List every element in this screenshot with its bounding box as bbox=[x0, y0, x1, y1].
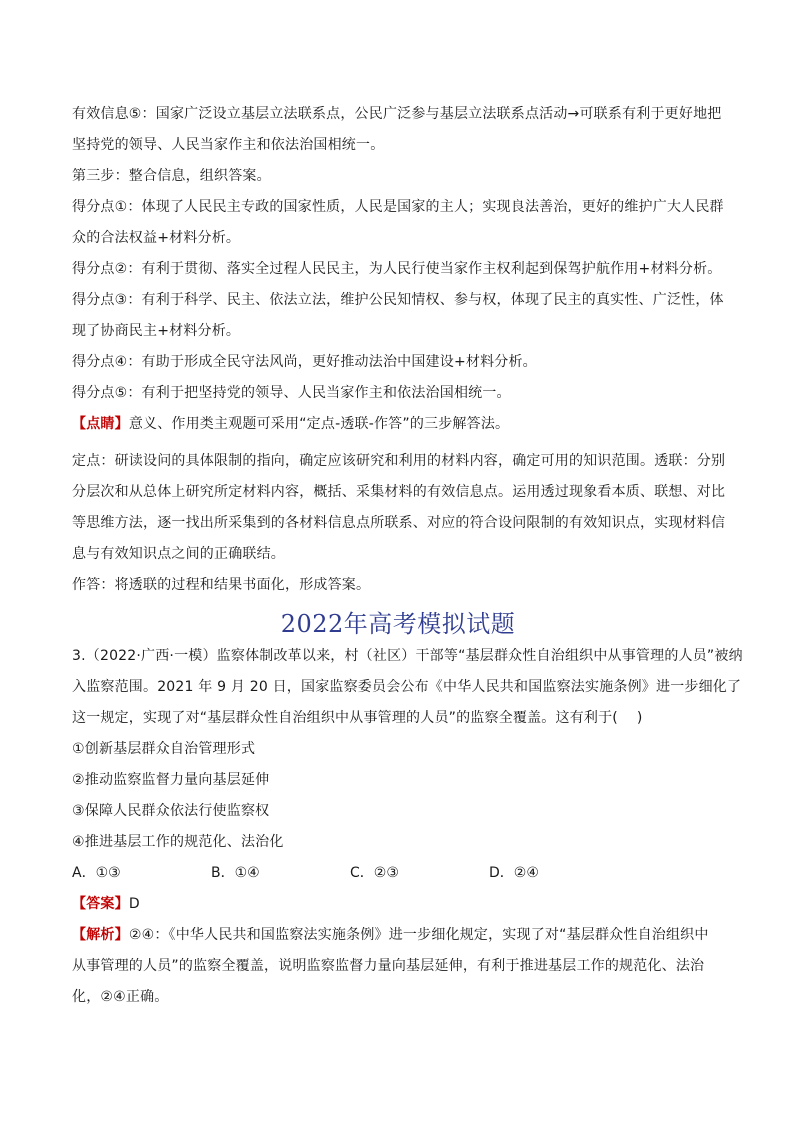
option-d: D．②④ bbox=[489, 865, 539, 881]
score-point-1-line-2: 众的合法权益+材料分析。 bbox=[72, 230, 241, 246]
analysis-line-3: 化，②④正确。 bbox=[72, 989, 169, 1005]
answer-line bbox=[72, 889, 724, 920]
score-point-1-line-1: 得分点①：体现了人民民主专政的国家性质，人民是国家的主人；实现良法善治，更好的维护广大人民群 bbox=[72, 199, 724, 215]
page-content bbox=[72, 99, 743, 1013]
question-item-3: ③保障人民群众依法行使监察权 bbox=[72, 803, 270, 819]
method-line-4: 息与有效知识点之间的正确联结。 bbox=[72, 546, 285, 562]
info-5-line-2: 坚持党的领导、人民当家作主和依法治国相统一。 bbox=[72, 137, 385, 153]
analysis-line-2: 从事管理的人员”的监察全覆盖，说明监察监督力量向基层延伸，有利于推进基层工作的规范化、法治 bbox=[72, 958, 705, 974]
answer-method: 作答：将透联的过程和结果书面化，形成答案。 bbox=[72, 577, 371, 593]
analysis-line-1 bbox=[72, 920, 724, 951]
answer-options bbox=[72, 858, 724, 889]
question-item-2: ②推动监察监督力量向基层延伸 bbox=[72, 772, 270, 788]
score-point-2: 得分点②：有利于贯彻、落实全过程人民民主，为人民行使当家作主权利起到保驾护航作用+材料分析。 bbox=[72, 261, 722, 277]
tip-text: 意义、作用类主观题可采用“定点-透联-作答”的三步解答法。 bbox=[128, 416, 510, 432]
answer-value: D bbox=[128, 896, 140, 912]
info-5-line-1: 有效信息⑤：国家广泛设立基层立法联系点，公民广泛参与基层立法联系点活动→可联系有利于更好地把 bbox=[72, 106, 722, 122]
question-line-3: 这一规定，实现了对“基层群众性自治组织中从事管理的人员”的监察全覆盖。这有利于( ) bbox=[72, 710, 643, 726]
question-line-2: 入监察范围。2021 年 9 月 20 日，国家监察委员会公布《中华人民共和国监察法实施条例》进一步细化了 bbox=[72, 679, 742, 695]
option-c: C．②③ bbox=[350, 865, 399, 881]
question-item-1: ①创新基层群众自治管理形式 bbox=[72, 741, 256, 757]
score-point-5: 得分点⑤：有利于把坚持党的领导、人民当家作主和依法治国相统一。 bbox=[72, 385, 511, 401]
option-b: B．①④ bbox=[211, 865, 260, 881]
method-line-3: 等思维方法，逐一找出所采集到的各材料信息点所联系、对应的符合设问限制的有效知识点，实现材料信 bbox=[72, 515, 726, 531]
score-point-3-line-2: 现了协商民主+材料分析。 bbox=[72, 323, 241, 339]
tip-label: 【点睛】 bbox=[72, 416, 129, 432]
method-line-1: 定点：研读设问的具体限制的指向，确定应该研究和利用的材料内容，确定可用的知识范围。透联：分别 bbox=[72, 453, 726, 469]
section-title: 2022年高考模拟试题 bbox=[280, 610, 516, 638]
tip-paragraph bbox=[72, 409, 724, 440]
analysis-text-1: ②④：《中华人民共和国监察法实施条例》进一步细化规定，实现了对“基层群众性自治组织中 bbox=[128, 927, 709, 943]
option-a: A．①③ bbox=[72, 865, 121, 881]
question-item-4: ④推进基层工作的规范化、法治化 bbox=[72, 834, 284, 850]
step-3: 第三步：整合信息，组织答案。 bbox=[72, 168, 271, 184]
answer-label: 【答案】 bbox=[72, 896, 129, 912]
analysis-label: 【解析】 bbox=[72, 927, 129, 943]
question-line-1: 3.（2022·广西·一模）监察体制改革以来，村（社区）干部等“基层群众性自治组织中从事管理的人员”被纳 bbox=[72, 648, 743, 664]
score-point-4: 得分点④：有助于形成全民守法风尚，更好推动法治中国建设+材料分析。 bbox=[72, 354, 537, 370]
method-line-2: 分层次和从总体上研究所定材料内容，概括、采集材料的有效信息点。运用透过现象看本质、联想、对比 bbox=[72, 484, 726, 500]
score-point-3-line-1: 得分点③：有利于科学、民主、依法立法，维护公民知情权、参与权，体现了民主的真实性、广泛性，体 bbox=[72, 292, 724, 308]
